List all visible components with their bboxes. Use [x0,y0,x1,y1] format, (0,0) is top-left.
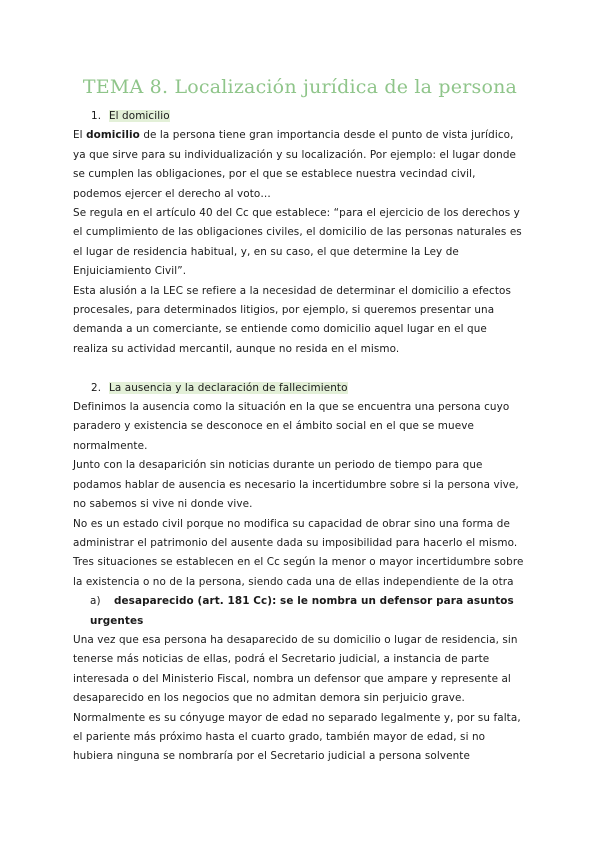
section-heading-domicilio [73,107,525,126]
subsection-letter: a) [90,595,101,608]
paragraph: Esta alusión a la LEC se refiere a la necesidad de determinar el domicilio a efectos procesales, para determinados litigios, por ejemplo, si queremos presentar una demanda a un comerciante, se entiende como domicilio aquel lugar en el que realiza su actividad mercantil, aunque no resida en el mismo. [73,284,511,355]
subsection-heading-desaparecido [73,592,525,631]
paragraph: Definimos la ausencia como la situación en la que se encuentra una persona cuyo paradero y existencia se desconoce en el ámbito social en el que se mueve normalmente. [73,401,510,452]
spacer [73,359,525,378]
paragraph-text: El [73,129,87,142]
section-number: 1. [91,110,102,122]
subsection-title: desaparecido (art. 181 Cc): se le nombra un defensor para asuntos urgentes [90,595,514,627]
section-number: 2. [91,381,102,394]
bold-term: domicilio [86,129,140,142]
document-body [73,107,525,767]
paragraph: Junto con la desaparición sin noticias durante un periodo de tiempo para que podamos hablar de ausencia es necesario la incertidumbre sobre si la persona vive, no sabemos si vive ni donde vive. [73,459,519,511]
section-heading-ausencia [73,379,525,398]
paragraph: No es un estado civil porque no modifica su capacidad de obrar sino una forma de administrar el patrimonio del ausente dada su imposibilidad para hacerlo el mismo. [73,517,518,549]
page-title: TEMA 8. Localización jurídica de la persona [82,76,518,98]
paragraph: Normalmente es su cónyuge mayor de edad no separado legalmente y, por su falta, el pariente más próximo hasta el cuarto grado, también mayor de edad, si no hubiera ninguna se nombraría por el Secretario judicial a persona solvente [73,711,521,763]
paragraph: Una vez que esa persona ha desaparecido de su domicilio o lugar de residencia, sin tenerse más noticias de ellas, podrá el Secretario judicial, a instancia de parte interesada o del Ministerio Fiscal, nombra un defensor que ampare y represente al desaparecido en los negocios que no admitan demora sin perjuicio grave. [73,633,518,705]
paragraph [73,126,525,204]
section-title: El domicilio [109,110,170,122]
section-title: La ausencia y la declaración de fallecimiento [109,381,348,394]
paragraph: Se regula en el artículo 40 del Cc que establece: “para el ejercicio de los derechos y el cumplimiento de las obligaciones civiles, el domicilio de las personas naturales es el lugar de residencia habitual, y, en su caso, el que determine la Ley de Enjuiciamiento Civil”. [73,207,522,278]
paragraph: Tres situaciones se establecen en el Cc según la menor o mayor incertidumbre sobre la existencia o no de la persona, siendo cada una de ellas independiente de la otra [73,556,524,588]
paragraph-text: de la persona tiene gran importancia desde el punto de vista jurídico, ya que sirve para su individualización y su localización. Por ejemplo: el lugar donde se cumplen las obligaciones, por el que se establece nuestra vecindad civil, podemos ejercer el derecho al voto… [73,129,517,200]
